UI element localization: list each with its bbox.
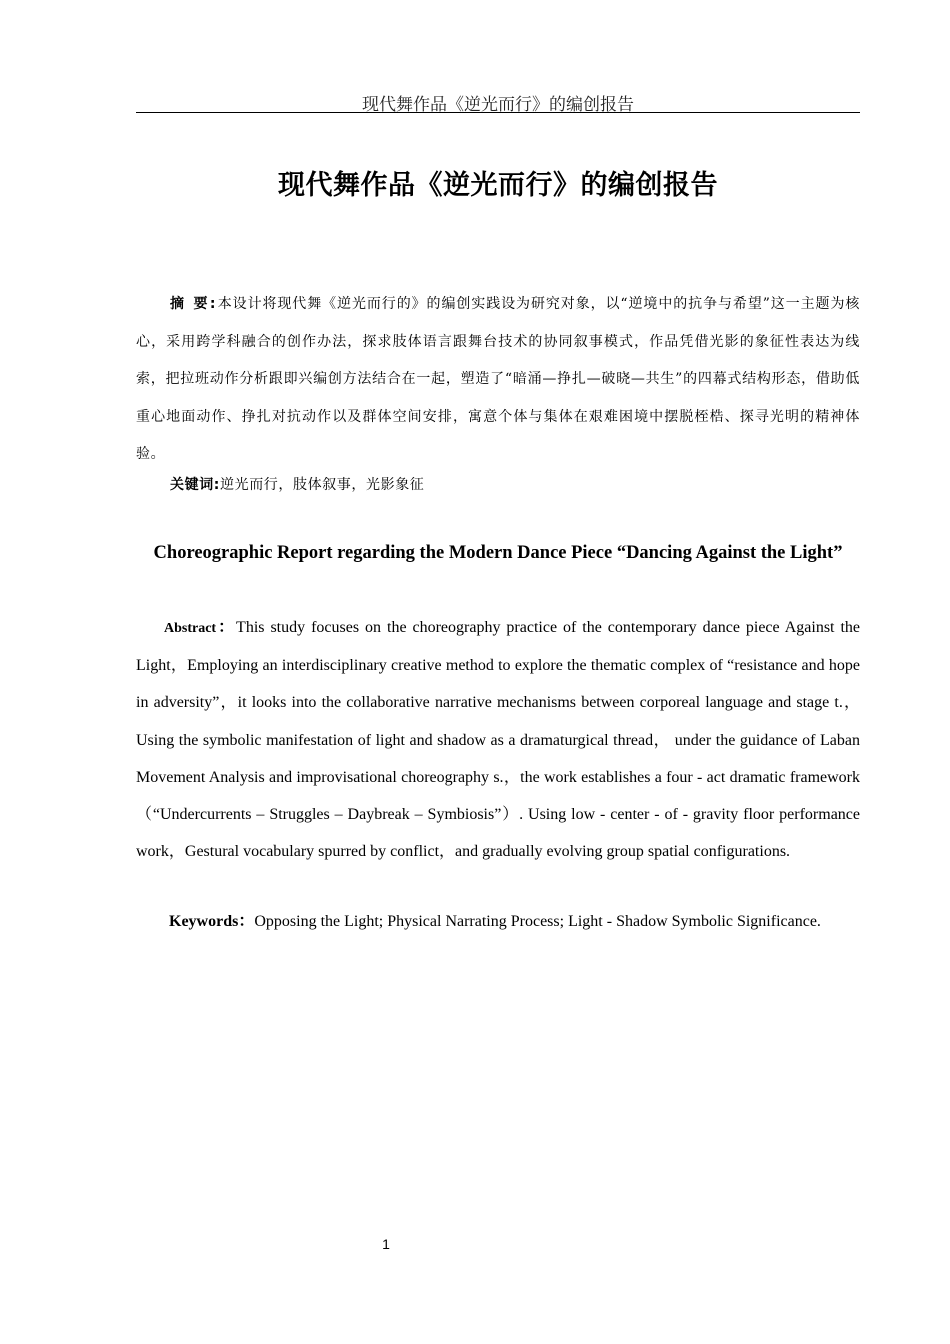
english-keywords-label: Keywords：	[169, 913, 255, 930]
chinese-abstract-text: 本设计将现代舞《逆光而行的》的编创实践设为研究对象，以“逆境中的抗争与希望”这一主题为核心，采用跨学科融合的创作办法，探求肢体语言跟舞台技术的协同叙事模式，作品凭借光影的象征性表达为线索，把拉班动作分析跟即兴编创方法结合在一起，塑造了“暗涌—挣扎—破晓—共生”的四幕式结构形态，借助低重心地面动作、挣扎对抗动作以及群体空间安排，寓意个体与集体在艰难困境中摆脱桎梏、探寻光明的精神体验。	[136, 296, 860, 462]
chinese-keywords-label: 关键词:	[170, 477, 220, 493]
chinese-keywords-text: 逆光而行，肢体叙事，光影象征	[220, 477, 425, 493]
english-abstract-text: This study focuses on the choreography practice of the contemporary dance piece Against the Light，Employing an interdisciplinary creative method to explore the thematic complex of “resistance and hope in adversity”，it looks into the collaborative narrative mechanisms between corporeal language and stage t.，Using the symbolic manifestation of light and shadow as a dramaturgical thread， under the guidance of Laban Movement Analysis and improvisational choreography s.，the work establishes a four - act dramatic framework（“Undercurrents – Struggles – Daybreak – Symbiosis”）. Using low - center - of - gravity floor performance work，Gestural vocabulary spurred by conflict，and gradually evolving group spatial configurations.	[136, 619, 861, 861]
chinese-title: 现代舞作品《逆光而行》的编创报告	[278, 170, 718, 201]
running-header: 现代舞作品《逆光而行》的编创报告	[362, 95, 634, 115]
english-abstract-colon: ：	[216, 619, 237, 636]
page-number: 1	[382, 1236, 390, 1252]
english-abstract-label: Abstract	[164, 621, 217, 636]
chinese-keywords	[170, 472, 860, 498]
english-keywords-text: Opposing the Light; Physical Narrating Process; Light - Shadow Symbolic Significance.	[254, 913, 821, 930]
chinese-abstract	[136, 286, 860, 474]
chinese-abstract-label: 摘 要:	[170, 296, 218, 312]
english-title: Choreographic Report regarding the Modern Dance Piece “Dancing Against the Light”	[153, 543, 843, 563]
english-abstract	[136, 609, 860, 870]
header-divider	[136, 112, 860, 113]
english-keywords	[169, 910, 860, 934]
